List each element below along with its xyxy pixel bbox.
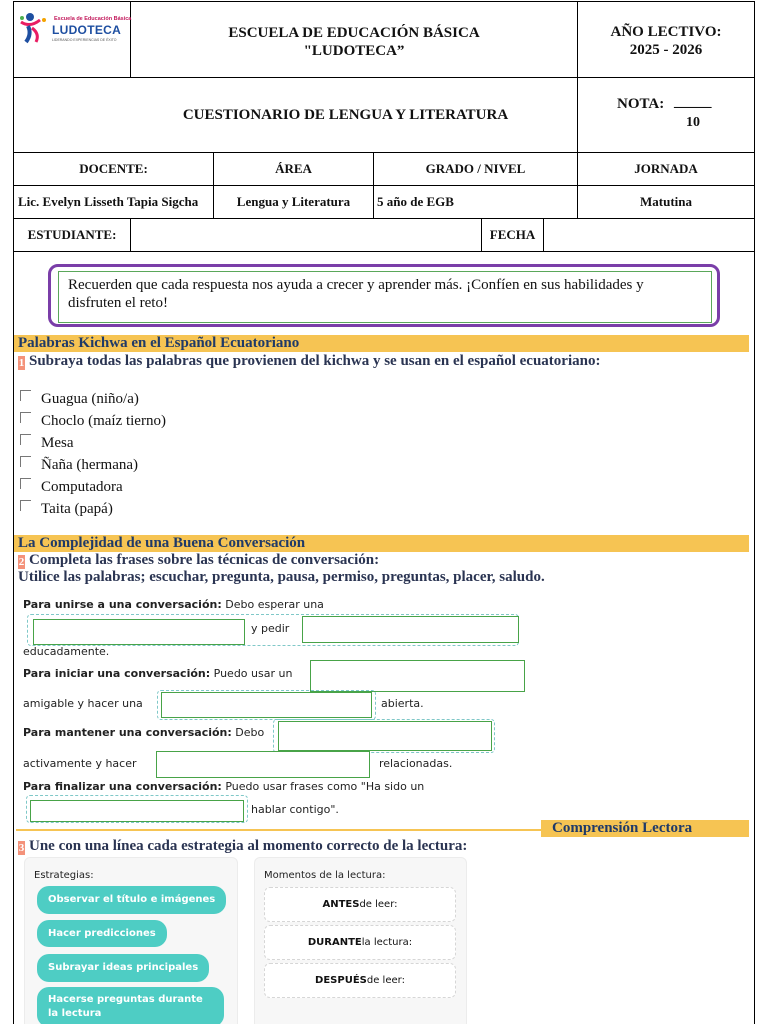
- checkbox-icon[interactable]: [20, 434, 31, 445]
- sentence3-rest: Debo: [231, 726, 265, 739]
- sentence1-text: [23, 598, 324, 611]
- jornada-value: Matutina: [640, 194, 692, 209]
- section2-instruction: Completa las frases sobre las técnicas de conversación:: [29, 552, 380, 568]
- moment-bold: DURANTE: [307, 937, 362, 948]
- academic-year-value: 2025 - 2026: [629, 41, 703, 58]
- option-label: Computadora: [41, 478, 123, 495]
- moment-bold: DESPUÉS: [315, 975, 367, 986]
- sentence3-text: [23, 726, 264, 739]
- docente-value: Lic. Evelyn Lisseth Tapia Sigcha: [18, 194, 199, 209]
- section2-title: La Complejidad de una Buena Conversación: [14, 535, 749, 552]
- sentence4-end: hablar contigo".: [251, 803, 339, 816]
- answer-box-1[interactable]: [33, 619, 245, 645]
- area-header: ÁREA: [275, 161, 312, 176]
- moment-rest: la lectura:: [361, 937, 413, 948]
- section3-instruction: Une con una línea cada estrategia al momento correcto de la lectura:: [29, 838, 468, 854]
- academic-year: [577, 1, 755, 78]
- option-item[interactable]: [20, 478, 123, 496]
- strategy-pill[interactable]: Hacerse preguntas durante la lectura: [37, 987, 224, 1024]
- section1-number: 1: [18, 357, 25, 369]
- answer-box-5[interactable]: [278, 721, 492, 751]
- checkbox-icon[interactable]: [20, 412, 31, 423]
- estudiante-input-cell[interactable]: [130, 218, 482, 252]
- sentence3-line2: activamente y hacer: [23, 757, 137, 770]
- grade-blank[interactable]: _____: [674, 94, 712, 110]
- answer-box-6[interactable]: [156, 751, 370, 778]
- option-label: Choclo (maíz tierno): [41, 412, 166, 429]
- exam-title-text: CUESTIONARIO DE LENGUA Y LITERATURA: [182, 106, 509, 123]
- option-item[interactable]: [20, 412, 166, 430]
- sentence4-rest: Puedo usar frases como "Ha sido un: [221, 780, 425, 793]
- answer-box-4[interactable]: [161, 692, 372, 718]
- sentence1-bold: Para unirse a una conversación:: [23, 598, 222, 611]
- section2-question: [18, 551, 379, 569]
- section2-word-bank: Utilice las palabras; escuchar, pregunta, pausa, permiso, preguntas, placer, saludo.: [18, 569, 545, 585]
- sentence2-line2: amigable y hacer una: [23, 697, 143, 710]
- logo-small-title: Escuela de Educación Básica: [54, 16, 132, 22]
- option-item[interactable]: [20, 390, 139, 408]
- grado-value: 5 año de EGB: [377, 194, 454, 209]
- section3-rule: [16, 829, 541, 831]
- strategies-title: Estrategias:: [34, 870, 94, 881]
- grado-header: GRADO / NIVEL: [425, 161, 526, 176]
- grade-cell: [577, 77, 755, 153]
- fecha-input-cell[interactable]: [543, 218, 755, 252]
- checkbox-icon[interactable]: [20, 456, 31, 467]
- strategy-pill[interactable]: Hacer predicciones: [37, 920, 167, 947]
- option-item[interactable]: [20, 500, 113, 518]
- checkbox-icon[interactable]: [20, 390, 31, 401]
- moment-rest: de leer:: [359, 899, 398, 910]
- option-label: Mesa: [41, 434, 74, 451]
- sentence1-rest: Debo esperar una: [221, 598, 324, 611]
- sentence4-text: [23, 780, 424, 793]
- sentence2-text: [23, 667, 292, 680]
- answer-box-3[interactable]: [310, 660, 525, 692]
- docente-header: DOCENTE:: [79, 161, 148, 176]
- motivation-message: [58, 271, 712, 323]
- grade-label: NOTA:: [617, 96, 665, 112]
- sentence3-bold: Para mantener una conversación:: [23, 726, 232, 739]
- motivation-line1: Recuerden que cada respuesta nos ayuda a crecer y aprender más. ¡Confíen en sus habilidades y: [68, 277, 644, 293]
- school-logo: [18, 10, 132, 46]
- checkbox-icon[interactable]: [20, 500, 31, 511]
- moments-title: Momentos de la lectura:: [264, 870, 386, 881]
- jornada-header: JORNADA: [634, 161, 698, 176]
- logo-tagline: LIDERANDO EXPERIENCIAS DE ÉXITO: [52, 38, 117, 42]
- answer-box-7[interactable]: [30, 800, 244, 822]
- section1-title: Palabras Kichwa en el Español Ecuatoriano: [14, 335, 749, 352]
- moment-bold: ANTES: [322, 899, 360, 910]
- sentence4-bold: Para finalizar una conversación:: [23, 780, 222, 793]
- exam-title: [13, 77, 578, 153]
- option-label: Guagua (niño/a): [41, 390, 139, 407]
- academic-year-label: AÑO LECTIVO:: [610, 23, 722, 40]
- logo-name: LUDOTECA: [52, 23, 122, 37]
- moment-target[interactable]: [264, 887, 456, 922]
- moment-rest: de leer:: [366, 975, 405, 986]
- section1-instruction: Subraya todas las palabras que provienen del kichwa y se usan en el español ecuatoriano:: [29, 353, 601, 369]
- section3-question: [18, 837, 467, 855]
- grade-max: 10: [686, 115, 700, 130]
- sentence2-end: abierta.: [381, 697, 424, 710]
- sentence1-end: educadamente.: [23, 645, 110, 658]
- school-name-line1: ESCUELA DE EDUCACIÓN BÁSICA: [228, 24, 480, 41]
- option-label: Taita (papá): [41, 500, 113, 517]
- sentence3-end: relacionadas.: [379, 757, 453, 770]
- fecha-label: FECHA: [489, 227, 536, 242]
- strategy-pill[interactable]: Subrayar ideas principales: [37, 954, 209, 982]
- option-item[interactable]: [20, 434, 74, 452]
- frame-right-border: [754, 251, 755, 1024]
- frame-left-border: [13, 251, 14, 1024]
- section3-number: 3: [18, 842, 25, 854]
- checkbox-icon[interactable]: [20, 478, 31, 489]
- sentence2-rest: Puedo usar un: [210, 667, 293, 680]
- school-name: [130, 1, 578, 78]
- sentence2-bold: Para iniciar una conversación:: [23, 667, 211, 680]
- moment-target[interactable]: [264, 925, 456, 960]
- sentence1-mid: y pedir: [251, 622, 290, 635]
- estudiante-label: ESTUDIANTE:: [27, 227, 117, 242]
- motivation-line2: disfruten el reto! 󰀀󰀀: [68, 295, 196, 311]
- option-item[interactable]: [20, 456, 138, 474]
- section1-question: [18, 352, 600, 370]
- option-label: Ñaña (hermana): [41, 456, 139, 473]
- section2-number: 2: [18, 556, 25, 568]
- moment-target[interactable]: [264, 963, 456, 998]
- logo-figure-icon: [18, 12, 52, 44]
- school-name-line2: "LUDOTECA”: [303, 42, 405, 59]
- area-value: Lengua y Literatura: [236, 194, 351, 209]
- section3-title: Comprensión Lectora: [541, 820, 749, 837]
- answer-box-2[interactable]: [302, 616, 519, 643]
- strategy-pill[interactable]: Observar el título e imágenes: [37, 886, 226, 914]
